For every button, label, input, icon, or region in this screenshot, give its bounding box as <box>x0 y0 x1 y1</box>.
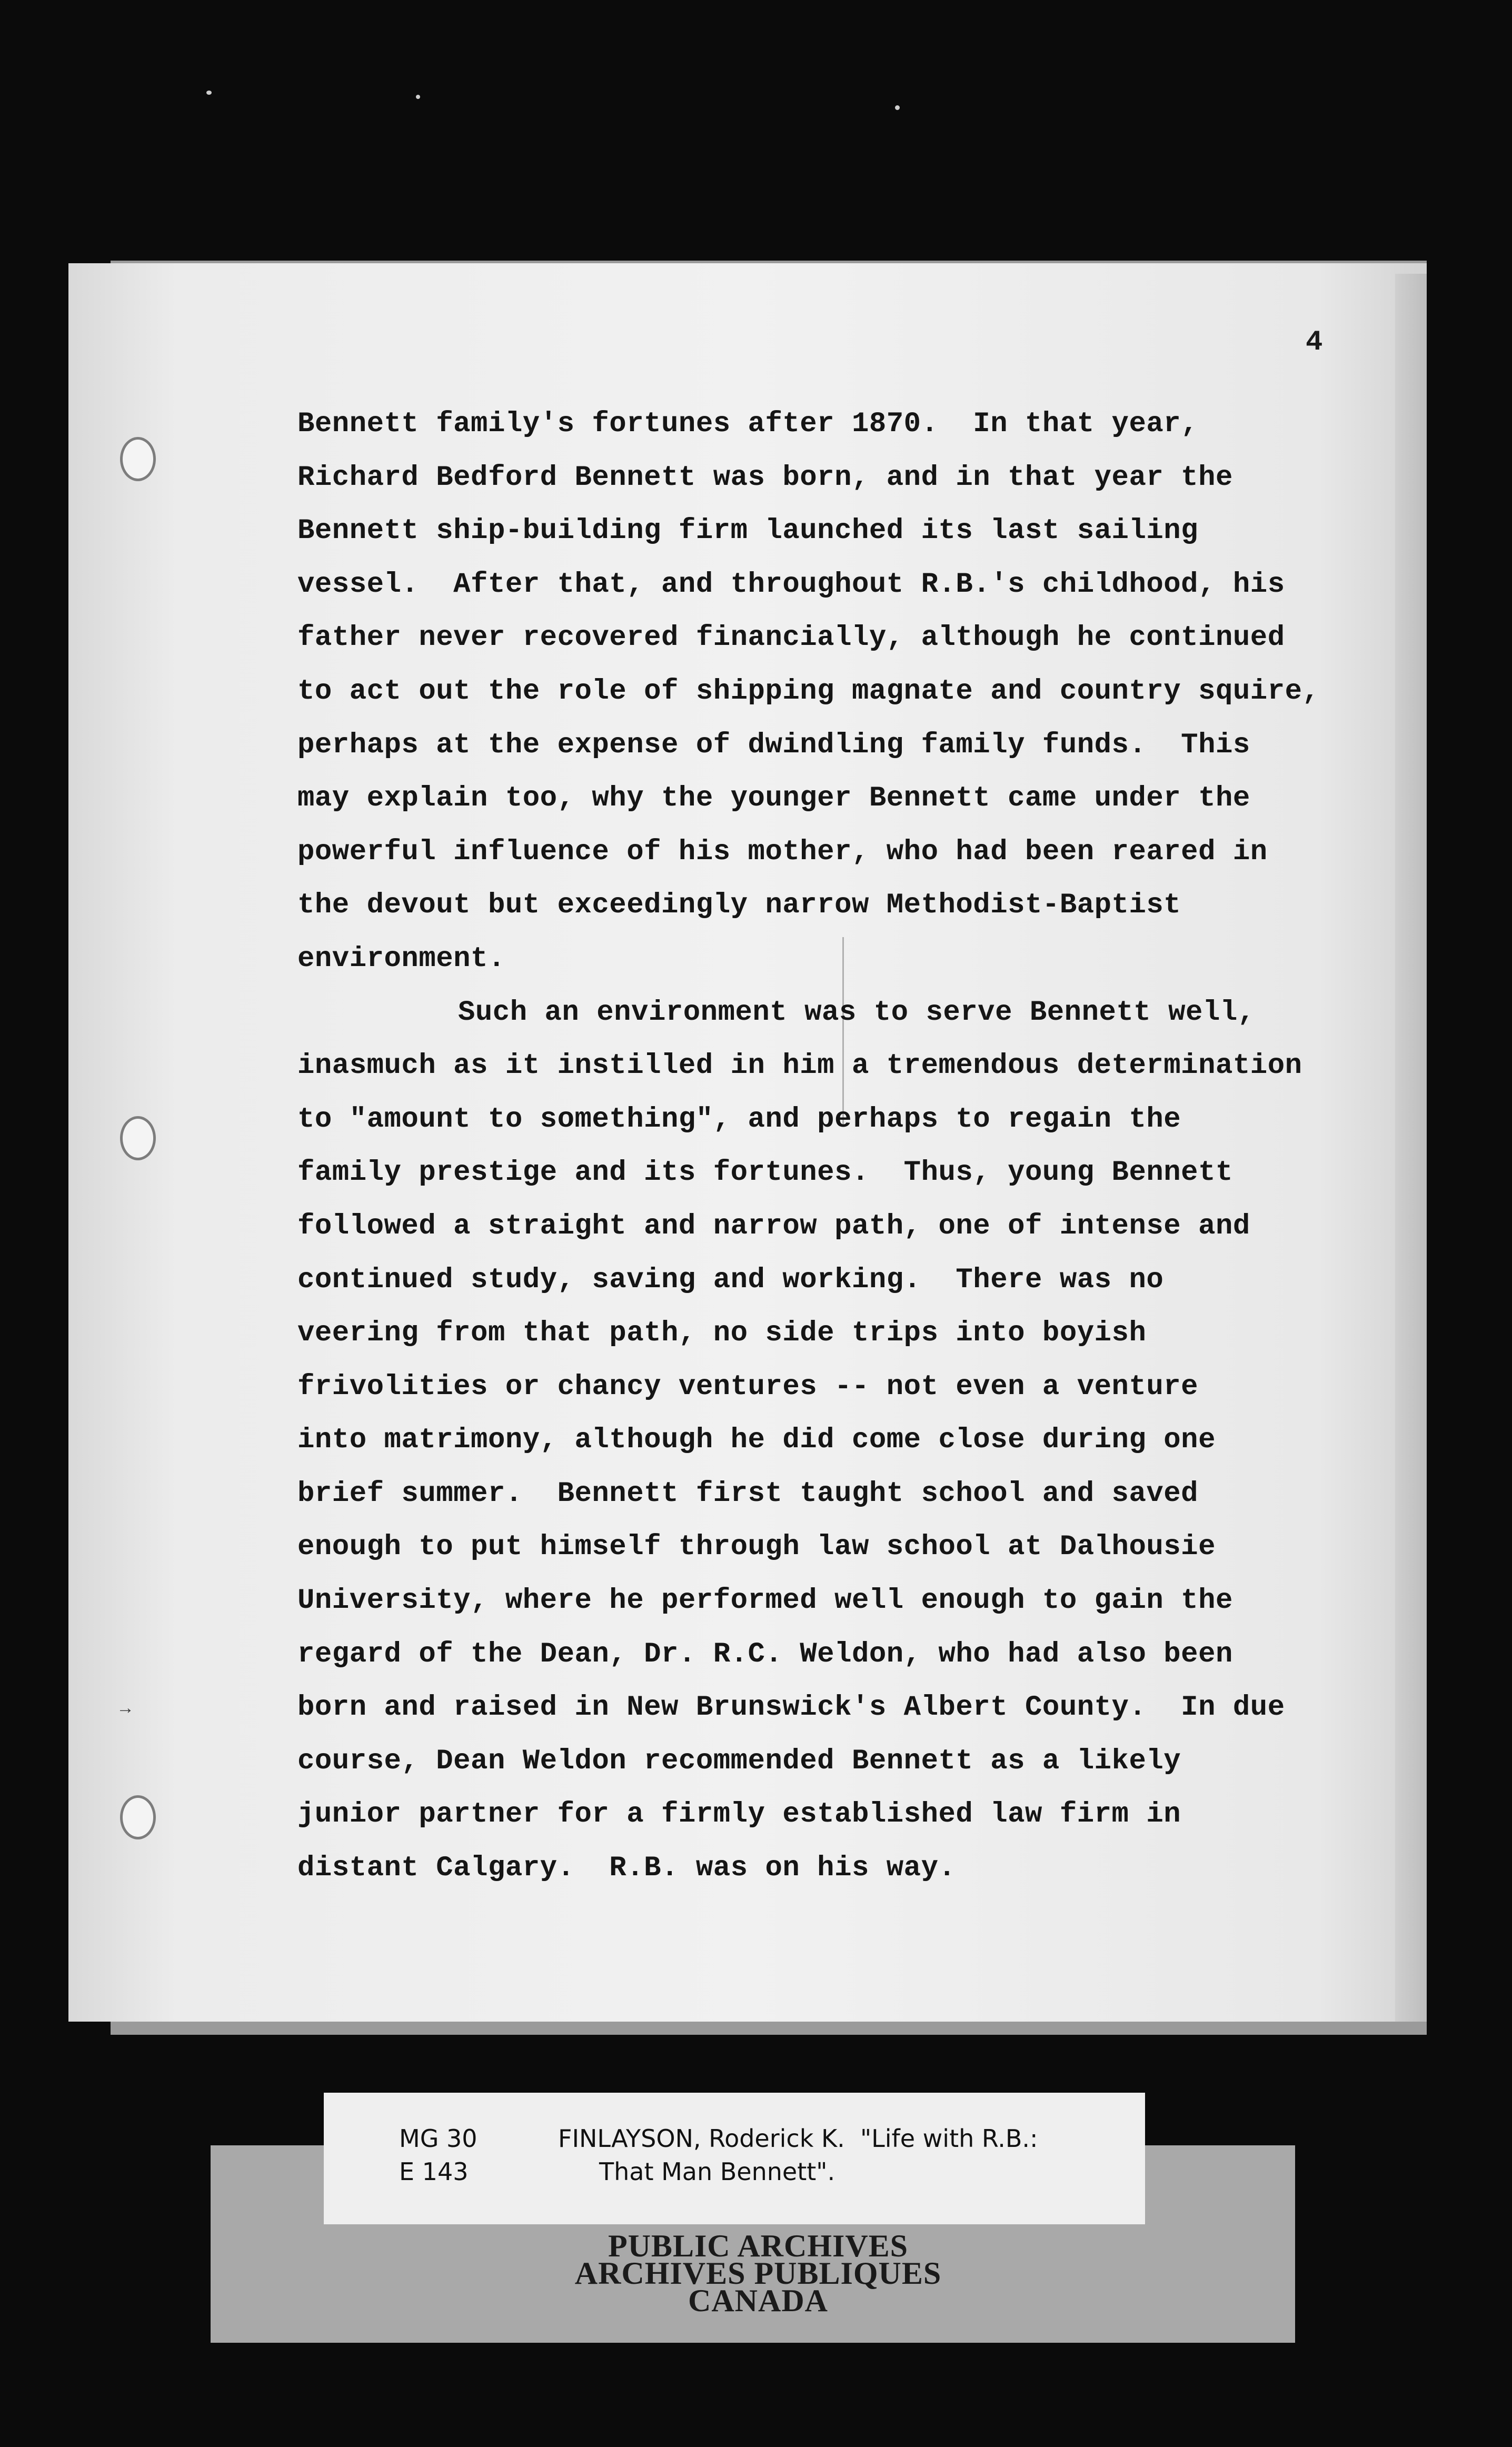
punch-hole <box>120 1116 156 1160</box>
public-archives-stamp <box>505 2229 1011 2318</box>
text-line: continued study, saving and working. There was no <box>297 1264 1164 1296</box>
text-line: regard of the Dean, Dr. R.C. Weldon, who had also been <box>297 1638 1233 1670</box>
text-line: course, Dean Weldon recommended Bennett as a likely <box>297 1745 1181 1777</box>
paragraph-start-line: Such an environment was to serve Bennett well, <box>458 996 1255 1029</box>
margin-mark: → <box>120 1699 131 1719</box>
text-line: perhaps at the expense of dwindling family funds. This <box>297 729 1250 761</box>
text-line: enough to put himself through law school at Dalhousie <box>297 1531 1216 1564</box>
punch-hole <box>120 1795 156 1839</box>
text-line: powerful influence of his mother, who had been reared in <box>297 835 1268 868</box>
text-line: the devout but exceedingly narrow Methodist-Baptist <box>297 889 1181 922</box>
text-line: Bennett ship-building firm launched its last sailing <box>297 515 1199 548</box>
text-line: Bennett family's fortunes after 1870. In that year, <box>297 408 1199 440</box>
text-line: distant Calgary. R.B. was on his way. <box>297 1852 956 1885</box>
film-speck <box>206 91 212 95</box>
text-line: brief summer. Bennett first taught school and saved <box>297 1477 1199 1510</box>
text-line: to act out the role of shipping magnate and country squire, <box>297 675 1320 708</box>
reference-code-line-1: MG 30 <box>399 2124 478 2153</box>
sheet-edge <box>1395 274 1427 2022</box>
text-line: may explain too, why the younger Bennett came under the <box>297 782 1250 815</box>
citation-line-2: That Man Bennett". <box>599 2157 835 2186</box>
text-line: University, where he performed well enough to gain the <box>297 1585 1233 1617</box>
reference-code-line-2: E 143 <box>399 2157 469 2186</box>
page-number: 4 <box>1306 326 1323 359</box>
film-speck <box>416 95 420 99</box>
citation-line-1: FINLAYSON, Roderick K. "Life with R.B.: <box>558 2124 1038 2153</box>
text-line: into matrimony, although he did come close during one <box>297 1424 1216 1457</box>
text-line: inasmuch as it instilled in him a tremendous determination <box>297 1050 1302 1082</box>
stamp-line-2: ARCHIVES PUBLIQUES <box>574 2256 942 2291</box>
stamp-line-1: PUBLIC ARCHIVES <box>608 2229 909 2263</box>
text-line: veering from that path, no side trips into boyish <box>297 1317 1147 1350</box>
stamp-line-3: CANADA <box>688 2283 828 2318</box>
typed-body-text <box>297 397 1320 1895</box>
text-line: to "amount to something", and perhaps to regain the <box>297 1103 1181 1136</box>
text-line: junior partner for a firmly established law firm in <box>297 1798 1181 1831</box>
text-line: family prestige and its fortunes. Thus, young Bennett <box>297 1157 1233 1189</box>
text-line: father never recovered financially, although he continued <box>297 622 1285 654</box>
text-line: born and raised in New Brunswick's Albert County. In due <box>297 1692 1285 1724</box>
text-line: frivolities or chancy ventures -- not even a venture <box>297 1370 1199 1403</box>
text-line: followed a straight and narrow path, one of intense and <box>297 1210 1250 1242</box>
text-line: vessel. After that, and throughout R.B.'s childhood, his <box>297 568 1285 601</box>
film-speck <box>895 105 900 110</box>
punch-hole <box>120 437 156 481</box>
text-line: Richard Bedford Bennett was born, and in that year the <box>297 461 1233 494</box>
text-line: environment. <box>297 942 505 975</box>
